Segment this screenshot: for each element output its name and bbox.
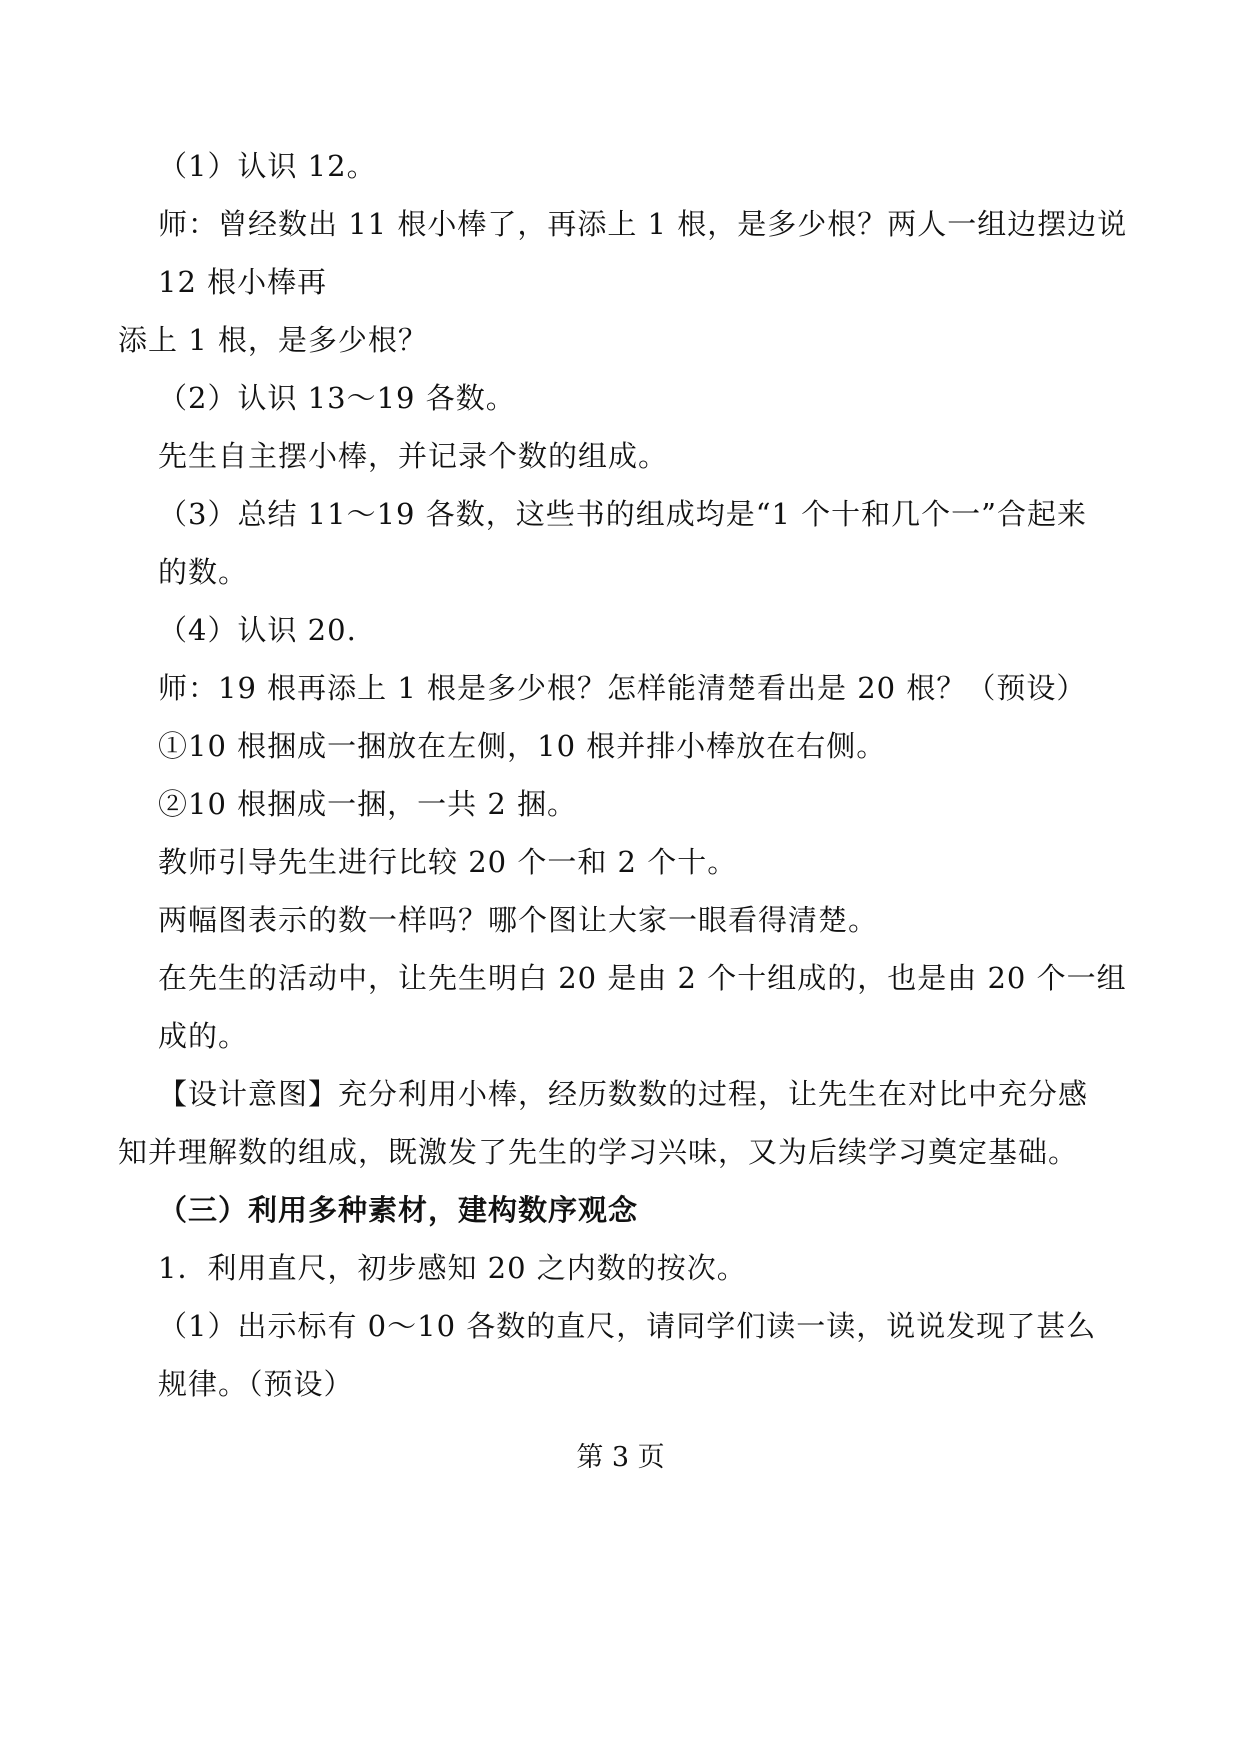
text-line-9: （4）认识 20. <box>158 613 357 647</box>
text-line-4: 添上 1 根，是多少根？ <box>118 323 428 357</box>
text-line-14: 两幅图表示的数一样吗？哪个图让大家一眼看得清楚。 <box>158 903 879 937</box>
text-line-7: （3）总结 11～19 各数，这些书的组成均是“1 个十和几个一”合起来 <box>158 497 1088 531</box>
text-line-8: 的数。 <box>158 555 249 589</box>
text-line-5: （2）认识 13～19 各数。 <box>158 381 516 415</box>
text-line-13: 教师引导先生进行比较 20 个一和 2 个十。 <box>158 845 738 879</box>
text-line-11: ①10 根捆成一捆放在左侧，10 根并排小棒放在右侧。 <box>158 729 887 763</box>
text-line-2: 师：曾经数出 11 根小棒了，再添上 1 根，是多少根？两人一组边摆边说 <box>158 207 1128 241</box>
page-number: 第 3 页 <box>576 1442 665 1473</box>
text-line-6: 先生自主摆小棒，并记录个数的组成。 <box>158 439 669 473</box>
text-line-1: （1）认识 12。 <box>158 149 377 183</box>
text-line-21: （1）出示标有 0～10 各数的直尺，请同学们读一读，说说发现了甚么 <box>158 1309 1097 1343</box>
text-line-18: 知并理解数的组成，既激发了先生的学习兴味，又为后续学习奠定基础。 <box>118 1135 1079 1169</box>
section-heading: （三）利用多种素材，建构数序观念 <box>158 1193 639 1227</box>
text-line-17: 【设计意图】充分利用小棒，经历数数的过程，让先生在对比中充分感 <box>158 1077 1089 1111</box>
text-line-22: 规律。（预设） <box>158 1367 354 1401</box>
text-line-10: 师：19 根再添上 1 根是多少根？怎样能清楚看出是 20 根？（预设） <box>158 671 1087 705</box>
text-line-12: ②10 根捆成一捆，一共 2 捆。 <box>158 787 578 821</box>
text-line-15: 在先生的活动中，让先生明白 20 是由 2 个十组成的，也是由 20 个一组 <box>158 961 1127 995</box>
text-line-20: 1．利用直尺，初步感知 20 之内数的按次。 <box>158 1251 747 1285</box>
text-line-16: 成的。 <box>158 1019 249 1053</box>
text-line-3: 12 根小棒再 <box>158 265 328 299</box>
